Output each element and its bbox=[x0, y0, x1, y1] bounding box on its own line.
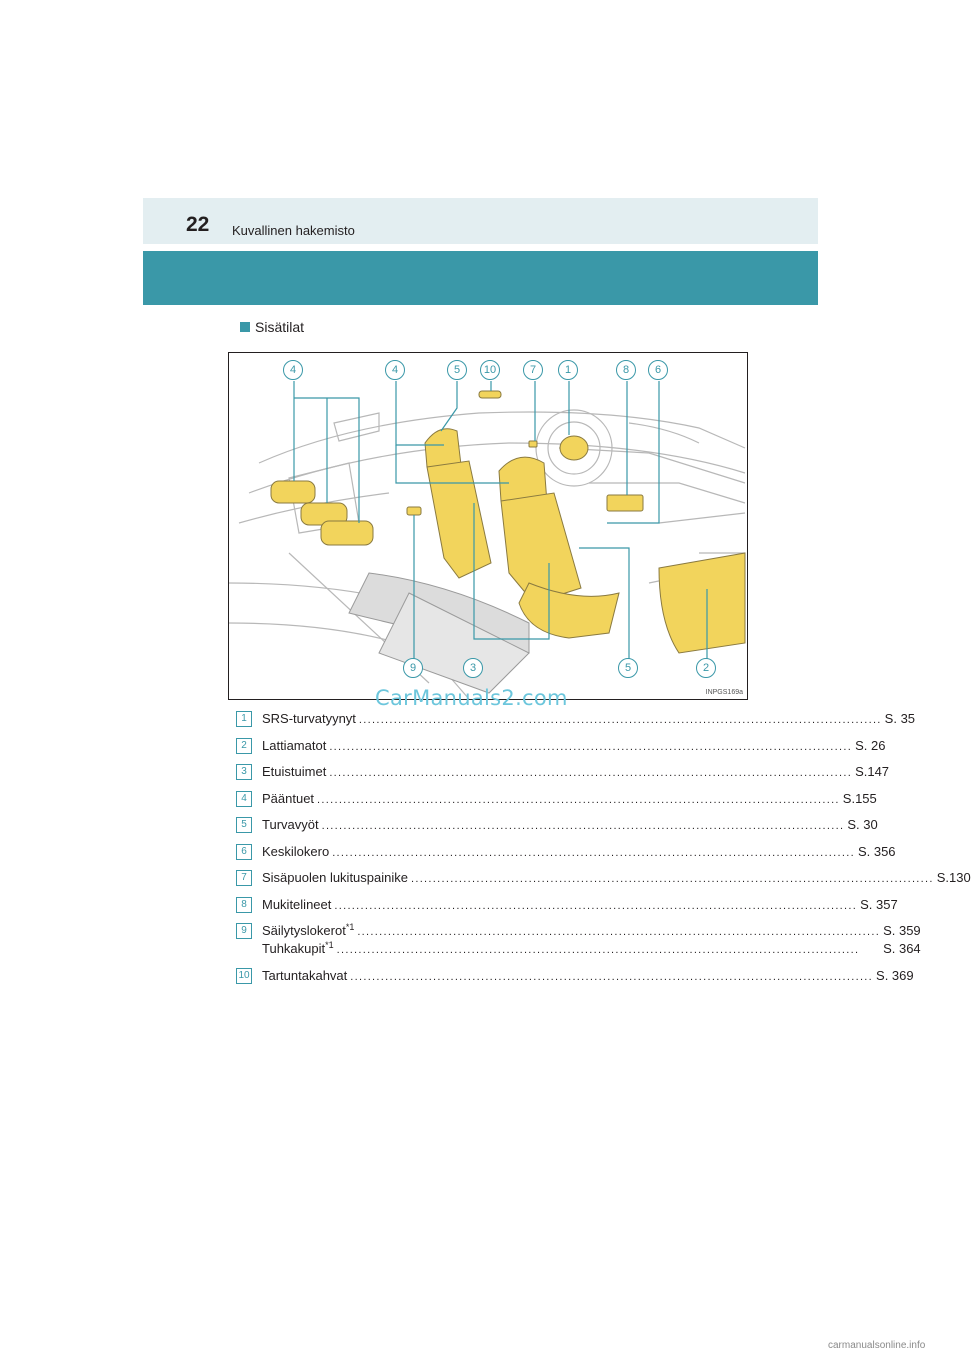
index-entry[interactable] bbox=[262, 922, 921, 940]
leader-dots: ........................................................................................................................ bbox=[329, 767, 853, 779]
entry-label: Säilytyslokerot$^{*1}$ bbox=[262, 922, 355, 938]
section-heading bbox=[240, 319, 304, 335]
index-entry[interactable] bbox=[262, 967, 914, 985]
item-number-badge: 9 bbox=[236, 923, 252, 939]
index-list bbox=[236, 710, 971, 994]
callout-top-5: 1 bbox=[558, 360, 578, 380]
entry-label: Tartuntakahvat bbox=[262, 968, 348, 983]
entry-label: SRS-turvatyynyt bbox=[262, 711, 356, 726]
footer-watermark: carmanualsonline.info bbox=[828, 1340, 926, 1351]
item-number-badge: 4 bbox=[236, 791, 252, 807]
index-item bbox=[236, 816, 878, 843]
leader-dots: ........................................................................................................................ bbox=[336, 944, 860, 956]
index-entry[interactable] bbox=[262, 869, 971, 887]
entry-page-ref: S. 364 bbox=[883, 941, 921, 956]
leader-dots: ........................................................................................................................ bbox=[321, 820, 845, 832]
entry-label: Sisäpuolen lukituspainike bbox=[262, 870, 408, 885]
index-entry[interactable] bbox=[262, 843, 896, 861]
entry-label: Lattiamatot bbox=[262, 737, 327, 753]
entry-page-ref: S. 30 bbox=[847, 817, 878, 832]
leader-dots: ........................................................................................................................ bbox=[357, 926, 881, 938]
callout-top-1: 4 bbox=[385, 360, 405, 380]
callout-top-2: 5 bbox=[447, 360, 467, 380]
leader-dots: ........................................................................................................................ bbox=[332, 846, 855, 859]
page-number: 22 bbox=[186, 213, 210, 236]
entry-page-ref: S. 356 bbox=[857, 843, 896, 859]
watermark-text: CarManuals2.com bbox=[375, 686, 568, 710]
callout-bottom-0: 9 bbox=[403, 658, 423, 678]
figure-code: INPGS169a bbox=[705, 689, 743, 696]
car-interior-drawing bbox=[229, 353, 747, 699]
leader-dots: ........................................................................................................................ bbox=[317, 793, 840, 806]
callout-top-6: 8 bbox=[616, 360, 636, 380]
callout-top-4: 7 bbox=[523, 360, 543, 380]
index-item bbox=[236, 967, 914, 994]
callout-bottom-1: 3 bbox=[463, 658, 483, 678]
item-number-badge: 5 bbox=[236, 817, 252, 833]
index-entry[interactable] bbox=[262, 896, 898, 914]
entry-label: Etuistuimet bbox=[262, 764, 327, 779]
index-entry[interactable] bbox=[262, 737, 885, 755]
entry-page-ref: S. 26 bbox=[855, 737, 886, 753]
callout-top-7: 6 bbox=[648, 360, 668, 380]
entry-label: Turvavyöt bbox=[262, 817, 319, 832]
item-number-badge: 7 bbox=[236, 870, 252, 886]
section-banner bbox=[143, 251, 818, 305]
index-item bbox=[236, 869, 971, 896]
header-title: Kuvallinen hakemisto bbox=[232, 223, 355, 238]
index-entry[interactable] bbox=[262, 816, 878, 834]
item-number-badge: 3 bbox=[236, 764, 252, 780]
entry-page-ref: S.147 bbox=[855, 764, 890, 779]
index-item bbox=[236, 710, 916, 737]
index-item bbox=[236, 763, 890, 790]
item-number-badge: 1 bbox=[236, 711, 252, 727]
index-entry[interactable] bbox=[262, 940, 921, 958]
index-item bbox=[236, 737, 886, 764]
entry-page-ref: S. 35 bbox=[884, 711, 916, 726]
item-number-badge: 6 bbox=[236, 844, 252, 860]
leader-dots: ........................................................................................................................ bbox=[350, 971, 874, 983]
entry-footnote-marker: *1 bbox=[325, 940, 334, 950]
leader-dots: ........................................................................................................................ bbox=[410, 873, 934, 885]
entry-page-ref: S. 357 bbox=[860, 896, 898, 912]
callout-top-3: 10 bbox=[480, 360, 500, 380]
callout-bottom-3: 2 bbox=[696, 658, 716, 678]
index-item bbox=[236, 922, 921, 967]
entry-page-ref: S. 359 bbox=[883, 923, 921, 938]
index-item bbox=[236, 790, 877, 817]
item-number-badge: 8 bbox=[236, 897, 252, 913]
index-item bbox=[236, 843, 896, 870]
entry-label: Pääntuet bbox=[262, 790, 315, 806]
leader-dots: ........................................................................................................................ bbox=[329, 740, 853, 753]
index-entry[interactable] bbox=[262, 710, 915, 728]
item-number-badge: 10 bbox=[236, 968, 252, 984]
interior-illustration bbox=[228, 352, 748, 700]
entry-page-ref: S.130 bbox=[936, 870, 971, 885]
section-heading-text: Sisätilat bbox=[255, 319, 305, 335]
entry-label: Keskilokero bbox=[262, 843, 330, 859]
entry-page-ref: S.155 bbox=[842, 790, 877, 806]
leader-dots: ........................................................................................................................ bbox=[358, 714, 882, 726]
entry-footnote-marker: *1 bbox=[345, 922, 355, 932]
index-item bbox=[236, 896, 898, 923]
leader-dots: ........................................................................................................................ bbox=[334, 899, 858, 912]
item-number-badge: 2 bbox=[236, 738, 252, 754]
index-entry[interactable] bbox=[262, 790, 877, 808]
callout-top-0: 4 bbox=[283, 360, 303, 380]
square-bullet-icon bbox=[240, 322, 250, 332]
entry-page-ref: S. 369 bbox=[876, 968, 914, 983]
index-entry[interactable] bbox=[262, 763, 889, 781]
entry-label: Mukitelineet bbox=[262, 896, 332, 912]
entry-label: Tuhkakupit$^{*1}$ bbox=[262, 940, 334, 956]
callout-bottom-2: 5 bbox=[618, 658, 638, 678]
